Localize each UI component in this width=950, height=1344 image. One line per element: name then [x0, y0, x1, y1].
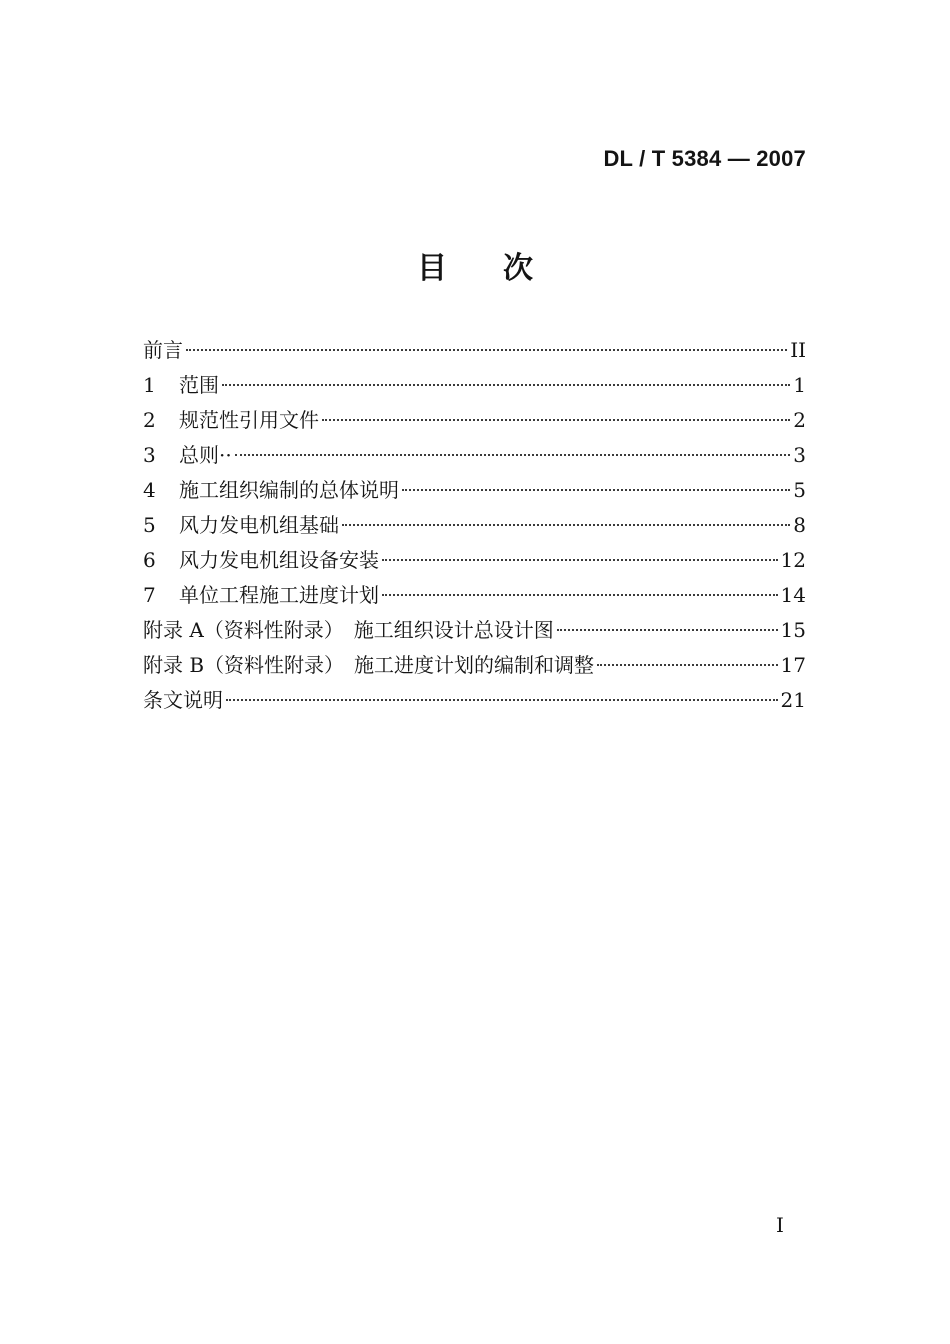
toc-entry-page: 21	[780, 688, 806, 712]
toc-entry-page: 17	[780, 653, 806, 677]
dot-leader	[382, 559, 778, 561]
toc-entry-page: 14	[780, 583, 806, 607]
toc-entry-appendix-a[interactable]	[143, 613, 806, 648]
toc-entry-number: 7	[143, 583, 156, 607]
toc-entry-page: II	[790, 338, 806, 362]
dot-leader	[402, 489, 790, 491]
toc-entry-label: 风力发电机组基础	[179, 513, 339, 537]
toc-entry-label: 前言	[143, 338, 183, 362]
table-of-contents	[143, 333, 806, 718]
toc-entry-page: 8	[793, 513, 806, 537]
dot-leader	[557, 629, 778, 631]
page-number: I	[776, 1213, 784, 1237]
dot-leader	[226, 699, 778, 701]
title-char-2: 次	[503, 251, 533, 286]
dot-leader	[382, 594, 778, 596]
page-title	[0, 243, 950, 287]
toc-entry-number: 4	[143, 478, 156, 502]
toc-entry-label: 范围	[179, 373, 219, 397]
toc-entry-number: 5	[143, 513, 156, 537]
dot-leader	[235, 454, 791, 456]
toc-entry-7[interactable]	[143, 578, 806, 613]
dot-leader	[342, 524, 790, 526]
toc-entry-label: 风力发电机组设备安装	[179, 548, 379, 572]
dot-leader	[222, 384, 790, 386]
toc-entry-label: 附录 B（资料性附录） 施工进度计划的编制和调整	[143, 653, 595, 677]
toc-entry-5[interactable]	[143, 508, 806, 543]
toc-entry-page: 15	[780, 618, 806, 642]
toc-entry-page: 3	[793, 443, 806, 467]
toc-entry-number: 2	[143, 408, 156, 432]
toc-entry-label: 总则··	[179, 443, 232, 467]
toc-entry-number: 6	[143, 548, 156, 572]
title-char-1: 目	[417, 251, 447, 286]
toc-entry-4[interactable]	[143, 473, 806, 508]
toc-entry-page: 12	[780, 548, 806, 572]
toc-entry-label: 施工组织编制的总体说明	[179, 478, 399, 502]
toc-entry-number: 1	[143, 373, 156, 397]
toc-entry-page: 2	[793, 408, 806, 432]
toc-entry-appendix-b[interactable]	[143, 648, 806, 683]
toc-entry-label: 单位工程施工进度计划	[179, 583, 379, 607]
toc-entry-3[interactable]	[143, 438, 806, 473]
dot-leader	[186, 349, 787, 351]
toc-entry-1[interactable]	[143, 368, 806, 403]
toc-entry-preface[interactable]	[143, 333, 806, 368]
standard-code: DL / T 5384 — 2007	[603, 146, 806, 171]
toc-entry-number: 3	[143, 443, 156, 467]
toc-entry-page: 1	[793, 373, 806, 397]
toc-entry-explanation[interactable]	[143, 683, 806, 718]
toc-entry-6[interactable]	[143, 543, 806, 578]
toc-entry-label: 条文说明	[143, 688, 223, 712]
toc-entry-page: 5	[793, 478, 806, 502]
dot-leader	[597, 664, 777, 666]
dot-leader	[322, 419, 790, 421]
toc-entry-label: 附录 A（资料性附录） 施工组织设计总设计图	[143, 618, 554, 642]
toc-entry-2[interactable]	[143, 403, 806, 438]
toc-entry-label: 规范性引用文件	[179, 408, 319, 432]
